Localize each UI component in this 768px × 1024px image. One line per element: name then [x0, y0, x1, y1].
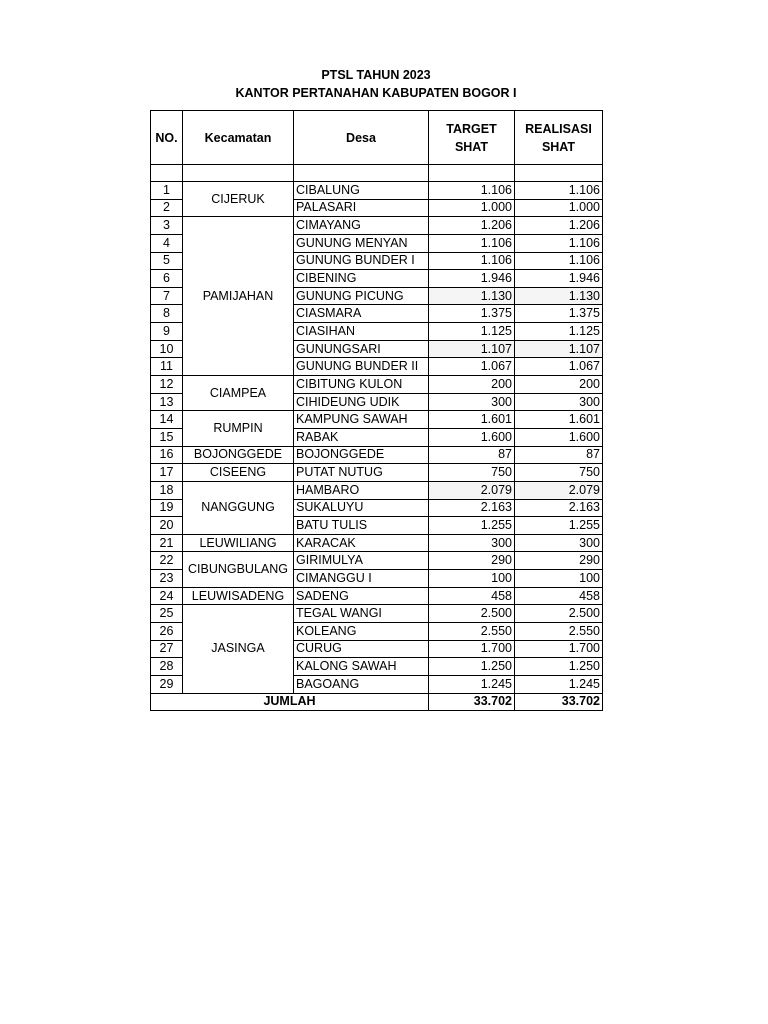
realisasi-cell: 2.079 [515, 481, 603, 499]
target-cell: 1.601 [429, 411, 515, 429]
desa-cell: CIBALUNG [294, 182, 429, 200]
table-row [151, 182, 603, 200]
target-cell: 750 [429, 464, 515, 482]
desa-cell: CIASMARA [294, 305, 429, 323]
target-cell: 1.107 [429, 340, 515, 358]
realisasi-cell: 200 [515, 376, 603, 394]
target-cell: 2.163 [429, 499, 515, 517]
desa-cell: KALONG SAWAH [294, 658, 429, 676]
target-cell: 87 [429, 446, 515, 464]
desa-cell: CIHIDEUNG UDIK [294, 393, 429, 411]
row-no: 9 [151, 323, 183, 341]
kecamatan-cell: RUMPIN [183, 411, 294, 446]
target-cell: 200 [429, 376, 515, 394]
desa-cell: CIBENING [294, 270, 429, 288]
kecamatan-cell: BOJONGGEDE [183, 446, 294, 464]
table-row [151, 605, 603, 623]
realisasi-cell: 100 [515, 570, 603, 588]
row-no: 18 [151, 481, 183, 499]
desa-cell: BAGOANG [294, 675, 429, 693]
total-row [151, 693, 603, 711]
target-cell: 2.500 [429, 605, 515, 623]
table-row [151, 481, 603, 499]
desa-cell: KAMPUNG SAWAH [294, 411, 429, 429]
document-title: PTSL TAHUN 2023 [321, 68, 431, 82]
target-cell: 300 [429, 393, 515, 411]
desa-cell: GUNUNG BUNDER II [294, 358, 429, 376]
table-row [151, 411, 603, 429]
realisasi-cell: 1.106 [515, 234, 603, 252]
desa-cell: RABAK [294, 428, 429, 446]
realisasi-cell: 1.206 [515, 217, 603, 235]
realisasi-cell: 290 [515, 552, 603, 570]
kecamatan-cell: CIJERUK [183, 182, 294, 217]
kecamatan-cell: CIBUNGBULANG [183, 552, 294, 587]
row-no: 2 [151, 199, 183, 217]
row-no: 10 [151, 340, 183, 358]
target-cell: 1.255 [429, 517, 515, 535]
desa-cell: GUNUNG BUNDER I [294, 252, 429, 270]
desa-cell: GIRIMULYA [294, 552, 429, 570]
kecamatan-cell: CISEENG [183, 464, 294, 482]
total-label: JUMLAH [151, 693, 429, 711]
realisasi-cell: 1.700 [515, 640, 603, 658]
target-cell: 2.079 [429, 481, 515, 499]
realisasi-cell: 1.106 [515, 182, 603, 200]
target-cell: 1.245 [429, 675, 515, 693]
kecamatan-cell: LEUWILIANG [183, 534, 294, 552]
desa-cell: SUKALUYU [294, 499, 429, 517]
row-no: 22 [151, 552, 183, 570]
table-row [151, 446, 603, 464]
desa-cell: PUTAT NUTUG [294, 464, 429, 482]
realisasi-cell: 750 [515, 464, 603, 482]
table-row [151, 217, 603, 235]
header-kecamatan: Kecamatan [183, 111, 294, 165]
table-body [151, 165, 603, 694]
target-cell: 290 [429, 552, 515, 570]
row-no: 24 [151, 587, 183, 605]
desa-cell: TEGAL WANGI [294, 605, 429, 623]
desa-cell: CURUG [294, 640, 429, 658]
spacer-cell [429, 165, 515, 182]
desa-cell: HAMBARO [294, 481, 429, 499]
row-no: 19 [151, 499, 183, 517]
target-cell: 458 [429, 587, 515, 605]
row-no: 4 [151, 234, 183, 252]
row-no: 17 [151, 464, 183, 482]
desa-cell: GUNUNGSARI [294, 340, 429, 358]
row-no: 13 [151, 393, 183, 411]
row-no: 27 [151, 640, 183, 658]
target-cell: 100 [429, 570, 515, 588]
desa-cell: KOLEANG [294, 623, 429, 641]
row-no: 11 [151, 358, 183, 376]
spacer-row [151, 165, 603, 182]
realisasi-cell: 2.550 [515, 623, 603, 641]
target-cell: 1.600 [429, 428, 515, 446]
desa-cell: CIASIHAN [294, 323, 429, 341]
row-no: 23 [151, 570, 183, 588]
row-no: 21 [151, 534, 183, 552]
header-realisasi [515, 111, 603, 165]
document-subtitle: KANTOR PERTANAHAN KABUPATEN BOGOR I [235, 86, 517, 100]
total-realisasi: 33.702 [515, 693, 603, 711]
spacer-cell [294, 165, 429, 182]
row-no: 7 [151, 287, 183, 305]
realisasi-cell: 2.163 [515, 499, 603, 517]
target-cell: 1.946 [429, 270, 515, 288]
realisasi-cell: 1.600 [515, 428, 603, 446]
header-row [151, 111, 603, 165]
realisasi-cell: 1.946 [515, 270, 603, 288]
header-target-line1: TARGET [446, 121, 497, 136]
desa-cell: GUNUNG PICUNG [294, 287, 429, 305]
realisasi-cell: 300 [515, 393, 603, 411]
target-cell: 1.067 [429, 358, 515, 376]
realisasi-cell: 87 [515, 446, 603, 464]
header-target [429, 111, 515, 165]
spacer-cell [515, 165, 603, 182]
kecamatan-cell: PAMIJAHAN [183, 217, 294, 376]
header-realisasi-line1: REALISASI [525, 121, 592, 136]
target-cell: 1.250 [429, 658, 515, 676]
header-target-line2: SHAT [454, 139, 489, 154]
realisasi-cell: 1.255 [515, 517, 603, 535]
kecamatan-cell: LEUWISADENG [183, 587, 294, 605]
desa-cell: BOJONGGEDE [294, 446, 429, 464]
realisasi-cell: 1.125 [515, 323, 603, 341]
realisasi-cell: 1.375 [515, 305, 603, 323]
table-row [151, 376, 603, 394]
target-cell: 1.106 [429, 182, 515, 200]
kecamatan-cell: NANGGUNG [183, 481, 294, 534]
spacer-cell [151, 165, 183, 182]
desa-cell: GUNUNG MENYAN [294, 234, 429, 252]
target-cell: 300 [429, 534, 515, 552]
desa-cell: CIMANGGU I [294, 570, 429, 588]
kecamatan-cell: JASINGA [183, 605, 294, 693]
target-cell: 1.700 [429, 640, 515, 658]
desa-cell: SADENG [294, 587, 429, 605]
row-no: 1 [151, 182, 183, 200]
spacer-cell [183, 165, 294, 182]
row-no: 15 [151, 428, 183, 446]
row-no: 26 [151, 623, 183, 641]
target-cell: 1.206 [429, 217, 515, 235]
row-no: 3 [151, 217, 183, 235]
ptsl-table [150, 110, 603, 711]
desa-cell: CIBITUNG KULON [294, 376, 429, 394]
row-no: 20 [151, 517, 183, 535]
header-desa: Desa [294, 111, 429, 165]
desa-cell: BATU TULIS [294, 517, 429, 535]
realisasi-cell: 1.106 [515, 252, 603, 270]
realisasi-cell: 300 [515, 534, 603, 552]
realisasi-cell: 1.130 [515, 287, 603, 305]
target-cell: 2.550 [429, 623, 515, 641]
realisasi-cell: 1.107 [515, 340, 603, 358]
target-cell: 1.106 [429, 234, 515, 252]
row-no: 29 [151, 675, 183, 693]
realisasi-cell: 1.000 [515, 199, 603, 217]
target-cell: 1.000 [429, 199, 515, 217]
desa-cell: PALASARI [294, 199, 429, 217]
table-row [151, 587, 603, 605]
header-realisasi-line2: SHAT [541, 139, 576, 154]
target-cell: 1.125 [429, 323, 515, 341]
row-no: 14 [151, 411, 183, 429]
table-row [151, 464, 603, 482]
row-no: 12 [151, 376, 183, 394]
row-no: 28 [151, 658, 183, 676]
row-no: 25 [151, 605, 183, 623]
table-row [151, 552, 603, 570]
row-no: 6 [151, 270, 183, 288]
kecamatan-cell: CIAMPEA [183, 376, 294, 411]
realisasi-cell: 1.245 [515, 675, 603, 693]
realisasi-cell: 1.601 [515, 411, 603, 429]
desa-cell: CIMAYANG [294, 217, 429, 235]
target-cell: 1.375 [429, 305, 515, 323]
row-no: 16 [151, 446, 183, 464]
table-row [151, 534, 603, 552]
target-cell: 1.106 [429, 252, 515, 270]
row-no: 5 [151, 252, 183, 270]
realisasi-cell: 2.500 [515, 605, 603, 623]
realisasi-cell: 458 [515, 587, 603, 605]
realisasi-cell: 1.250 [515, 658, 603, 676]
header-no: NO. [151, 111, 183, 165]
row-no: 8 [151, 305, 183, 323]
target-cell: 1.130 [429, 287, 515, 305]
total-target: 33.702 [429, 693, 515, 711]
realisasi-cell: 1.067 [515, 358, 603, 376]
desa-cell: KARACAK [294, 534, 429, 552]
